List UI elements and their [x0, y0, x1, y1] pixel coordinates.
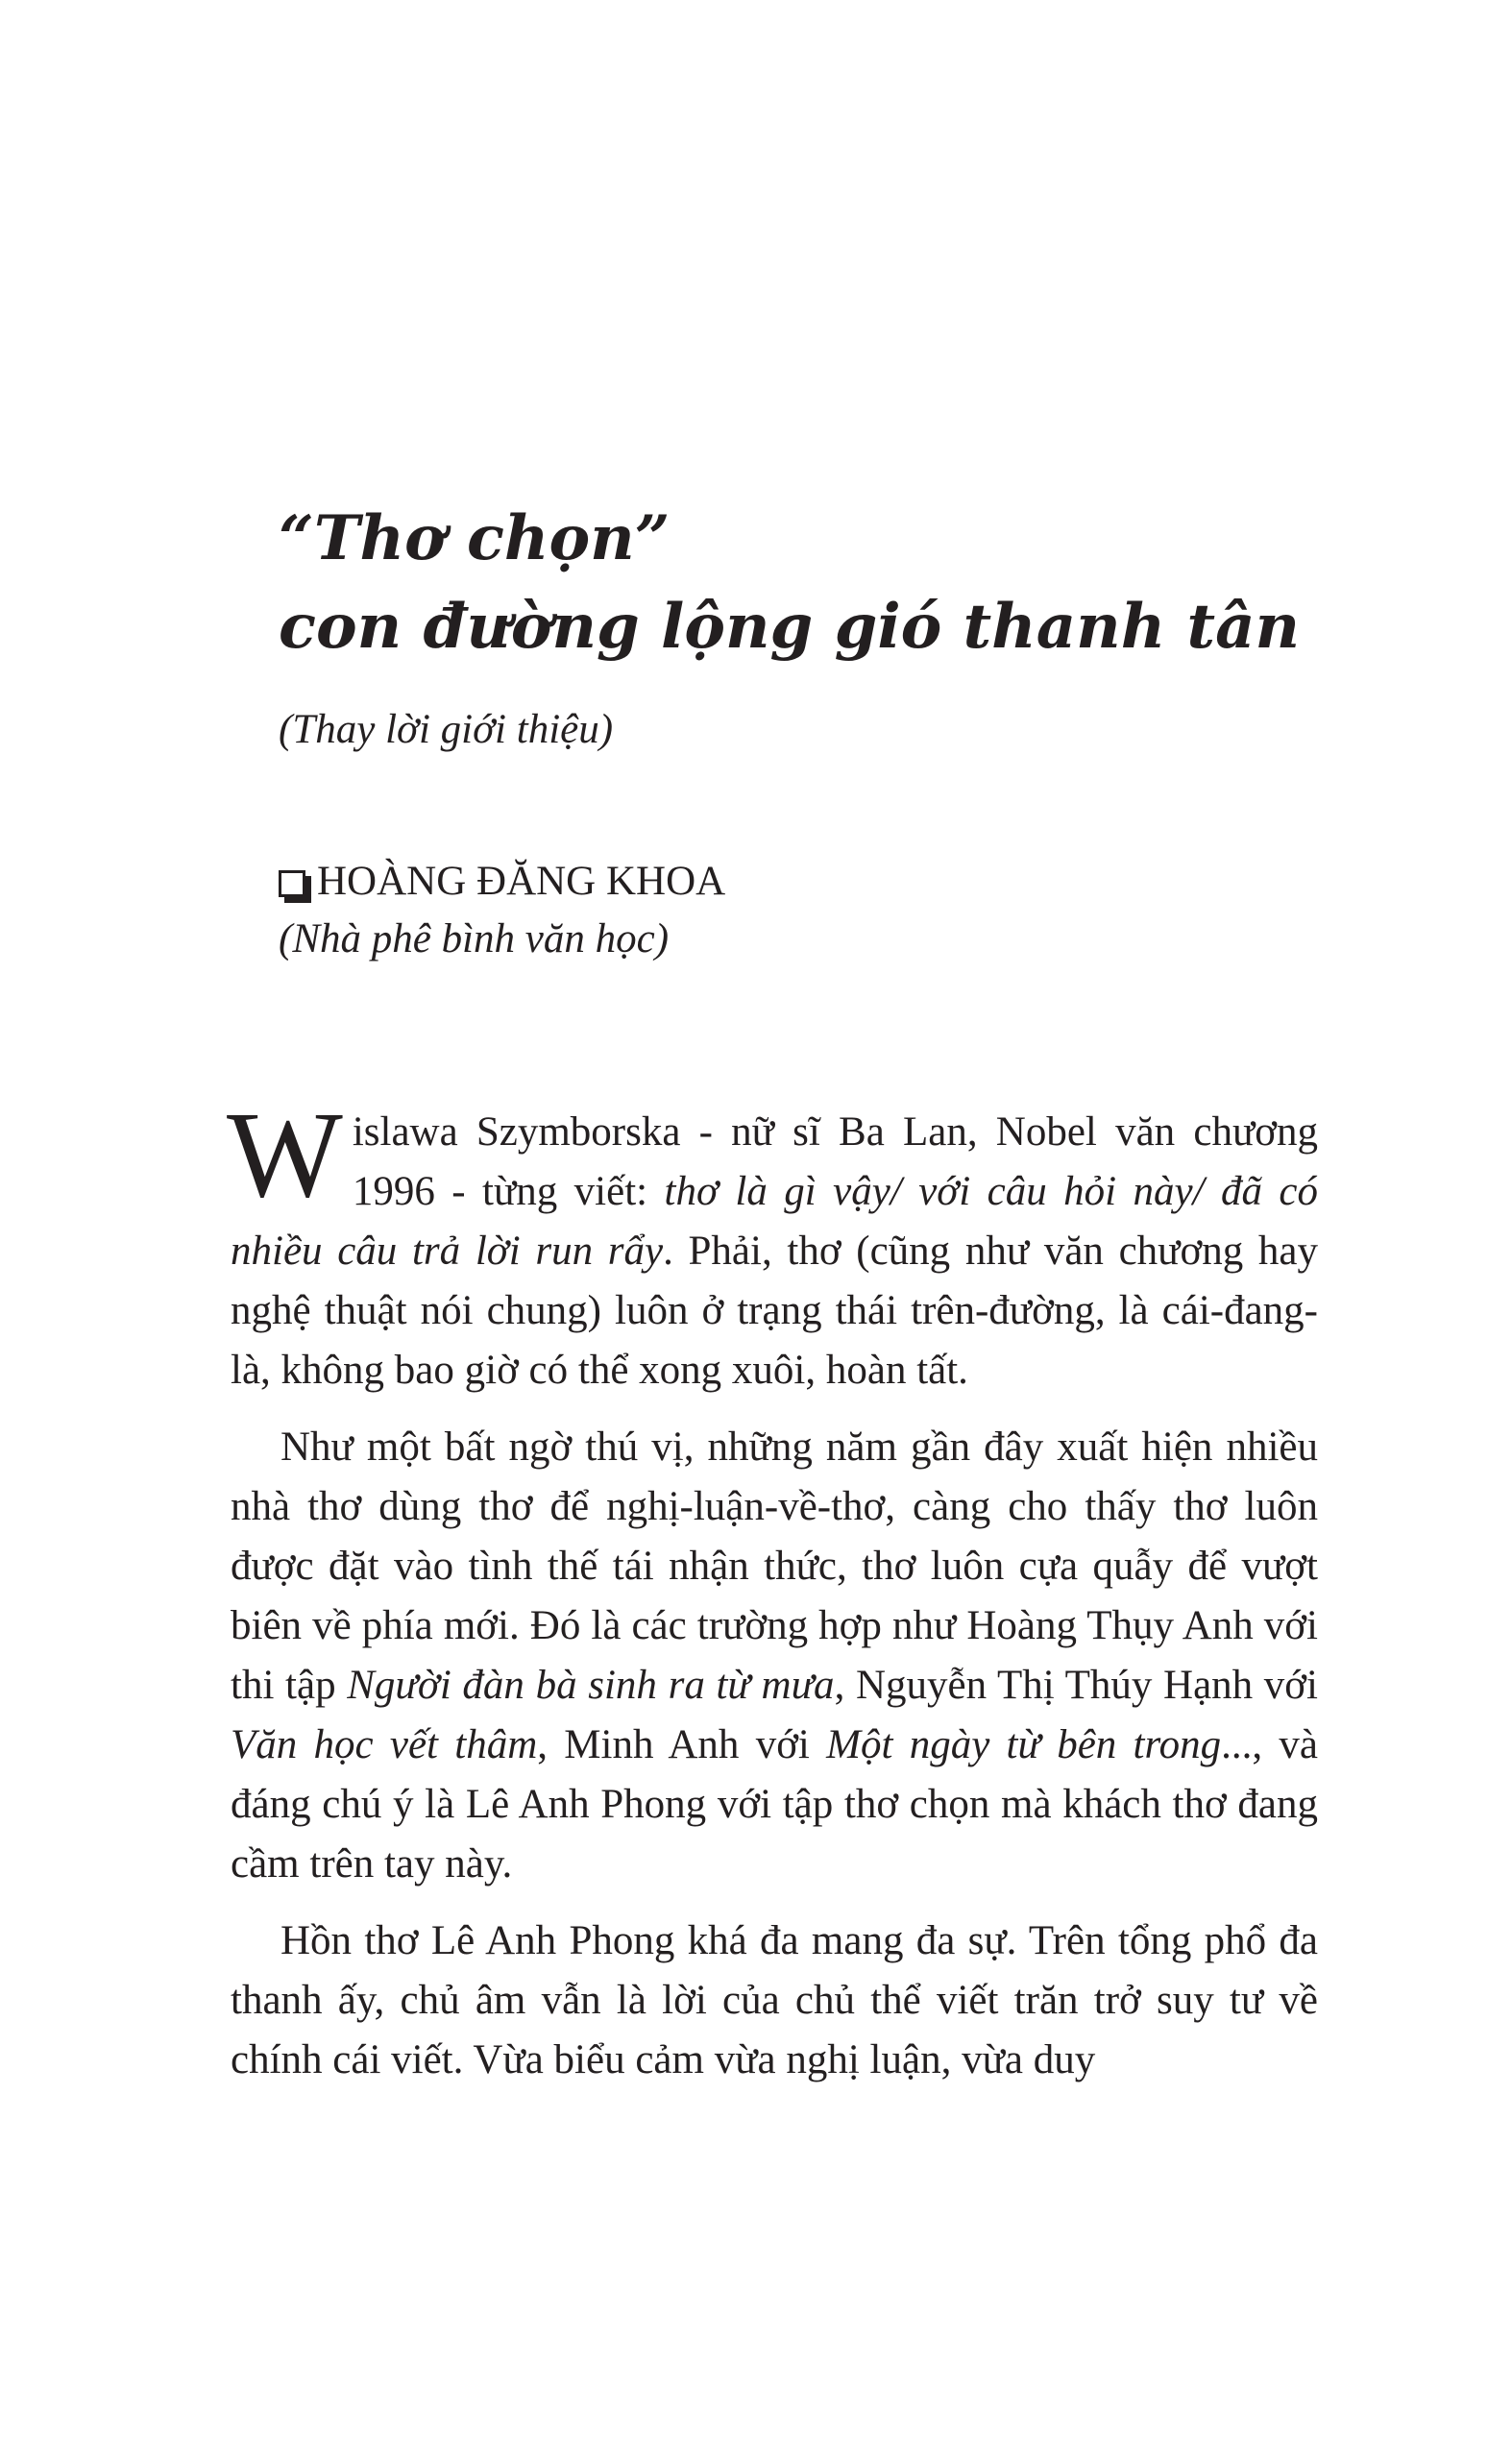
chapter-subtitle: (Thay lời giới thiệu)	[279, 707, 614, 752]
paragraph-2-text-1: Như một bất ngờ thú vị, những năm gần đây xuất hiện nhiều nhà thơ dùng thơ để nghị-luận-về-thơ, càng cho thấy thơ luôn được đặt vào tình thế tái nhận thức, thơ luôn cựa quẫy để vượt biên về phía mới. Đó là các trường hợp như Hoàng Thụy Anh với thi tập	[231, 1424, 1318, 1708]
paragraph-1	[227, 1086, 1318, 1400]
paragraph-2-text-2: , Nguyễn Thị Thúy Hạnh với	[834, 1663, 1318, 1708]
chapter-title-line-1: “Thơ chọn”	[279, 502, 671, 574]
author-line	[279, 853, 1239, 911]
chapter-title	[279, 495, 1335, 671]
chapter-title-line-2: con đường lộng gió thanh tân	[279, 591, 1301, 663]
drop-cap: W	[227, 1086, 343, 1223]
paragraph-3-text-1: Hồn thơ Lê Anh Phong khá đa mang đa sự. Trên tổng phổ đa thanh ấy, chủ âm vẫn là lời của chủ thể viết trăn trở suy tư về chính cái viết. Vừa biểu cảm vừa nghị luận, vừa duy	[231, 1918, 1318, 2082]
author-block	[279, 853, 1239, 968]
paragraph-1-text-1: islawa Szymborska - nữ sĩ Ba Lan, Nobel văn chương 1996 - từng viết:	[352, 1109, 1318, 1214]
author-name: HOÀNG ĐĂNG KHOA	[317, 859, 726, 904]
body-text	[227, 1086, 1319, 2107]
book-title-1: Người đàn bà sinh ra từ mưa	[347, 1663, 835, 1708]
author-role: (Nhà phê bình văn học)	[279, 916, 670, 962]
paragraph-3	[231, 1911, 1318, 2090]
paragraph-1-quote: thơ là gì vậy/ với câu hỏi này/ đã có nhiều câu trả lời run rẩy	[231, 1169, 1318, 1274]
book-title-2: Văn học vết thâm	[231, 1722, 538, 1767]
paragraph-2-text-4: ..., và đáng chú ý là Lê Anh Phong với tập thơ chọn mà khách thơ đang cầm trên tay này.	[231, 1722, 1319, 1887]
book-title-3: Một ngày từ bên trong	[826, 1722, 1222, 1767]
paragraph-2-text-3: , Minh Anh với	[537, 1722, 827, 1767]
box-bullet-icon	[279, 870, 305, 897]
paragraph-2	[231, 1418, 1318, 1894]
paragraph-1-text-2: . Phải, thơ (cũng như văn chương hay nghệ thuật nói chung) luôn ở trạng thái trên-đường, là cái-đang-là, không bao giờ có thể xong xuôi, hoàn tất.	[231, 1229, 1318, 1393]
